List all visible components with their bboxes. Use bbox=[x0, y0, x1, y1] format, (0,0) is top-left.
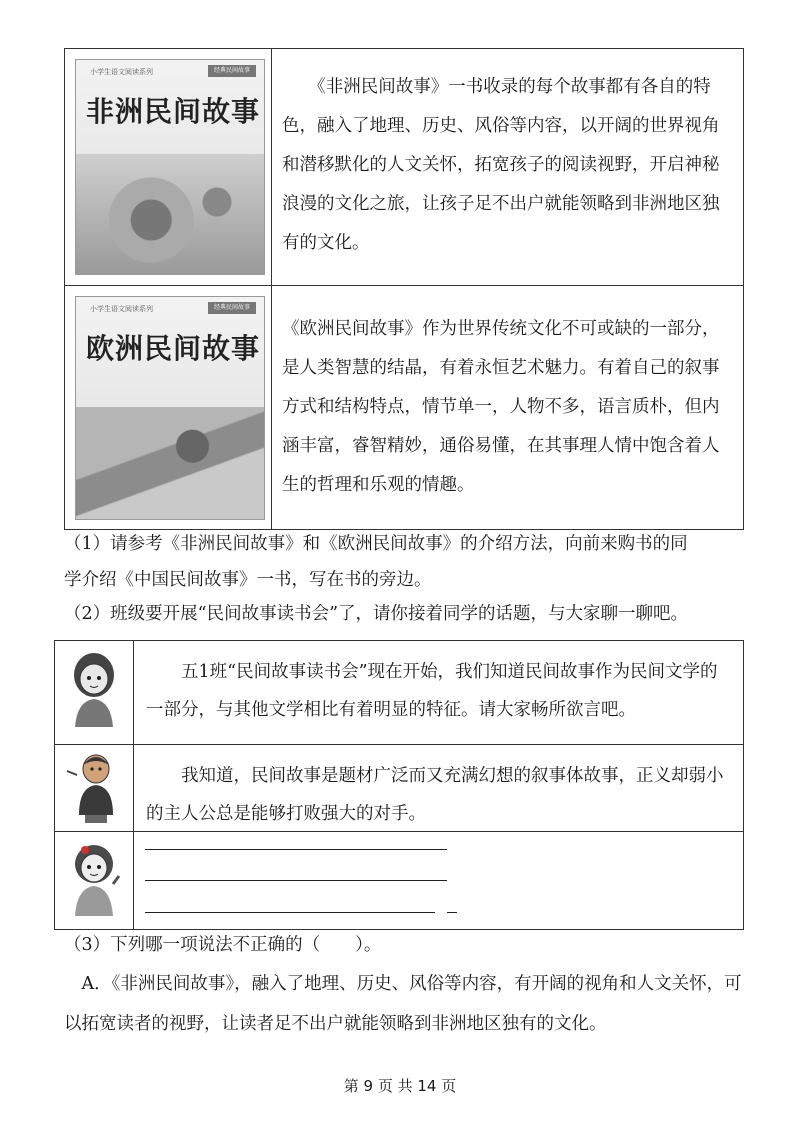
book-description-europe: 《欧洲民间故事》作为世界传统文化不可或缺的一部分，是人类智慧的结晶，有着永恒艺术魅力。有着自己的叙事方式和结构特点，情节单一，人物不多，语言质朴，但内涵丰富，睿智精妙，通俗易懂，在其事理人情中饱含着人生的哲理和乐观的情趣。 bbox=[282, 319, 720, 495]
question-2: （2）班级要开展“民间故事读书会”了，请你接着同学的话题，与大家聊一聊吧。 bbox=[64, 604, 689, 624]
option-a: A．《非洲民间故事》，融入了地理、历史、风俗等内容，有开阔的视角和人文关怀，可以拓宽读者的视野，让读者足不出户就能领略到非洲地区独有的文化。 bbox=[64, 974, 742, 1034]
discussion-table bbox=[54, 640, 744, 930]
cover-badge: 经典民间故事 bbox=[208, 302, 256, 314]
book-row-europe bbox=[65, 286, 743, 529]
book-intro-table bbox=[64, 48, 744, 530]
answer-blank-line-tail bbox=[447, 912, 457, 913]
boy-avatar-icon bbox=[65, 749, 123, 827]
cover-title: 非洲民间故事 bbox=[86, 95, 261, 128]
cover-title: 欧洲民间故事 bbox=[86, 332, 261, 365]
avatar-cell bbox=[55, 745, 134, 831]
girl-avatar-icon bbox=[65, 840, 123, 918]
book-cover-africa bbox=[75, 59, 265, 275]
book-cover-europe bbox=[75, 296, 265, 520]
book-description-africa: 《非洲民间故事》一书收录的每个故事都有各自的特色，融入了地理、历史、风俗等内容，以开阔的世界视角和潜移默化的人文关怀，拓宽孩子的阅读视野，开启神秘浪漫的文化之旅，让孩子足不出户就能领略到非洲地区独有的文化。 bbox=[282, 77, 720, 253]
chat-row-host bbox=[55, 641, 743, 745]
cover-series: 小学生语文阅读系列 bbox=[90, 68, 153, 76]
answer-blank-line-2[interactable] bbox=[145, 880, 447, 881]
cover-cell bbox=[65, 286, 272, 529]
book-row-africa bbox=[65, 49, 743, 286]
chat-row-boy bbox=[55, 745, 743, 832]
answer-blank-line-3[interactable] bbox=[145, 912, 435, 913]
answer-blank-line-1[interactable] bbox=[145, 849, 447, 850]
chat-row-answer bbox=[55, 832, 743, 929]
girl-teacher-avatar-icon bbox=[65, 649, 123, 727]
cover-series: 小学生语文阅读系列 bbox=[90, 305, 153, 313]
avatar-cell bbox=[55, 641, 134, 744]
question-1-line-1: （1）请参考《非洲民间故事》和《欧洲民间故事》的介绍方法，向前来购书的同 bbox=[64, 534, 688, 554]
chat-message-host: 五1班“民间故事读书会”现在开始，我们知道民间故事作为民间文学的一部分，与其他文学相比有着明显的特征。请大家畅所欲言吧。 bbox=[146, 662, 718, 720]
cover-illustration bbox=[76, 154, 264, 274]
question-1-line-2: 学介绍《中国民间故事》一书，写在书的旁边。 bbox=[64, 570, 432, 590]
page-footer: 第 9 页 共 14 页 bbox=[343, 1077, 457, 1095]
avatar-cell bbox=[55, 832, 134, 929]
cover-badge: 经典民间故事 bbox=[208, 65, 256, 77]
cover-cell bbox=[65, 49, 272, 285]
cover-illustration bbox=[76, 407, 264, 519]
question-3: （3）下列哪一项说法不正确的（ ）。 bbox=[64, 935, 382, 955]
chat-message-boy: 我知道，民间故事是题材广泛而又充满幻想的叙事体故事，正义却弱小的主人公总是能够打败强大的对手。 bbox=[146, 766, 724, 824]
